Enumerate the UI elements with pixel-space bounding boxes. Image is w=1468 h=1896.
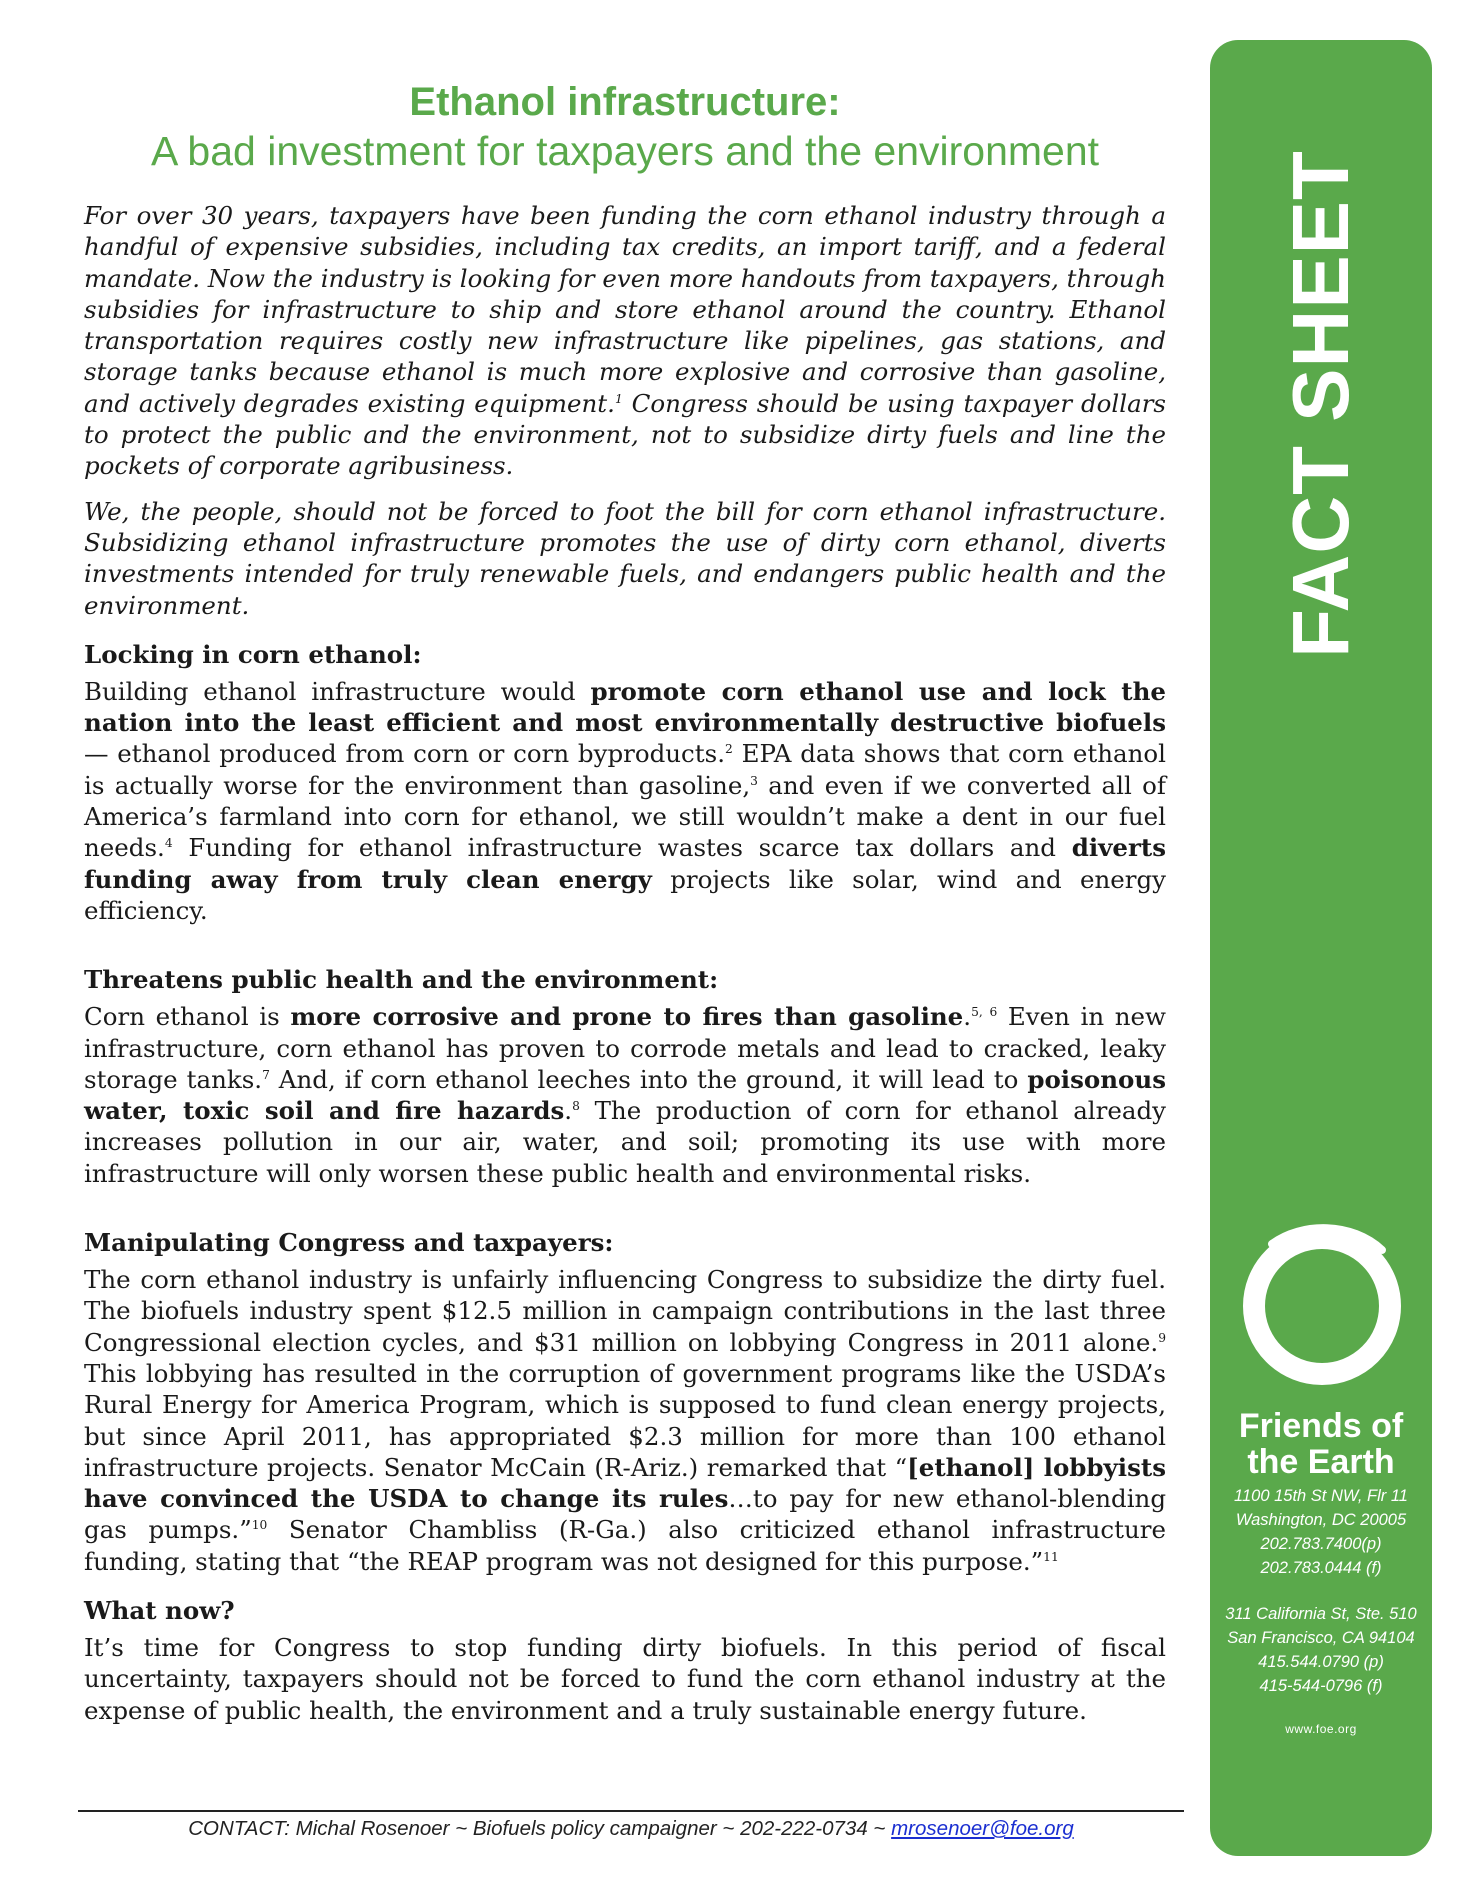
- address-city: Washington, DC 20005: [1235, 1511, 1407, 1529]
- body-text: .: [564, 1096, 573, 1126]
- body-text: …to pay for new ethanol-blending gas pumps.”: [84, 1484, 1167, 1545]
- body-bold: diverts funding away from truly clean energy: [84, 833, 1166, 894]
- section-body: It’s time for Congress to stop funding dirty biofuels. In this period of fiscal uncertainty, taxpayers should not be forced to fund the corn ethanol industry at the expense of public health, the environment and a truly sustainable energy future.: [84, 1632, 1166, 1725]
- address-street: 1100 15th St NW, Flr 11: [1234, 1487, 1408, 1505]
- section-locking: [84, 639, 1166, 926]
- title-line-2: A bad investment for taxpayers and the environment: [150, 128, 1100, 174]
- footnote-ref: 2: [724, 742, 733, 757]
- intro-text-after: Congress should be using taxpayer dollars to protect the public and the environment, not to subsidize dirty fuels and line the pockets of corporate agribusiness.: [84, 388, 1166, 481]
- address-city: San Francisco, CA 94104: [1227, 1629, 1415, 1647]
- body-bold: more corrosive and prone to fires than gasoline: [290, 1002, 964, 1032]
- friends-of-the-earth-logo-icon: [1232, 1214, 1408, 1390]
- intro-text: For over 30 years, taxpayers have been funding the corn ethanol industry through a handful of expensive subsidies, including tax credits, an import tariff, and a federal mandate. Now the industry is looking for even more handouts from taxpayers, through subsidies for infrastructure to ship and store ethanol around the country. Ethanol transportation requires costly new infrastructure like pipelines, gas stations, and storage tanks because ethanol is much more explosive and corrosive than gasoline, and actively degrades existing equipment.: [84, 201, 1166, 418]
- contact-email-link[interactable]: mrosenoer@foe.org: [891, 1817, 1074, 1840]
- body-text: And, if corn ethanol leeches into the ground, it will lead to: [269, 1064, 1028, 1094]
- body-text: .: [963, 1002, 972, 1032]
- footnote-ref: 7: [262, 1067, 270, 1082]
- sf-office-address: [1210, 1602, 1432, 1698]
- footnote-ref: 8: [572, 1098, 580, 1113]
- section-what-now: [84, 1595, 1166, 1726]
- body-text: and even if we converted all of America’s farmland into corn for ethanol, we still wouldn’t make a dent in our fuel needs.: [84, 770, 1166, 863]
- body-text: Building ethanol infrastructure would: [84, 676, 591, 706]
- footnote-ref: 1: [614, 391, 623, 406]
- section-heading: Threatens public health and the environment:: [84, 965, 719, 995]
- body-text: Corn ethanol is: [84, 1002, 291, 1032]
- intro-paragraph-1: [84, 200, 1166, 482]
- org-name: [1210, 1408, 1432, 1480]
- footnote-ref: 9: [1158, 1330, 1166, 1345]
- section-manipulating: [84, 1227, 1166, 1577]
- address-phone: 202.783.7400(p): [1260, 1535, 1382, 1553]
- section-threatens: [84, 964, 1166, 1189]
- section-heading: Manipulating Congress and taxpayers:: [84, 1228, 614, 1258]
- address-fax: 415-544-0796 (f): [1259, 1677, 1383, 1695]
- address-phone: 415.544.0790 (p): [1258, 1653, 1384, 1671]
- section-heading: Locking in corn ethanol:: [84, 639, 422, 669]
- title-line-1: Ethanol infrastructure:: [409, 80, 841, 124]
- footnote-ref: 4: [164, 836, 173, 851]
- footnote-ref: 10: [251, 1518, 268, 1533]
- body-bold: [ethanol] lobbyists have convinced the USDA to change its rules: [84, 1452, 1167, 1514]
- section-body: [84, 676, 1166, 926]
- body-text: Even in new infrastructure, corn ethanol has proven to corrode metals and lead to cracked, leaky storage tanks.: [84, 1002, 1166, 1094]
- footnote-ref: 11: [1043, 1549, 1059, 1564]
- page-title: [84, 78, 1166, 176]
- body-bold: poisonous water, toxic soil and fire hazards: [84, 1064, 1166, 1126]
- website-link[interactable]: www.foe.org: [1285, 1722, 1357, 1736]
- section-heading: What now?: [84, 1595, 235, 1625]
- body-text: — ethanol produced from corn or corn byproducts.: [84, 739, 725, 769]
- section-body: [84, 1001, 1166, 1189]
- address-street: 311 California St, Ste. 510: [1225, 1605, 1417, 1623]
- section-body: [84, 1264, 1166, 1577]
- org-name-line-1: Friends of: [1238, 1407, 1404, 1445]
- main-content: [84, 78, 1166, 1726]
- fact-sheet-sidebar: [1210, 40, 1432, 1856]
- body-bold: promote corn ethanol use and lock the nation into the least efficient and most environmentally destructive biofuels: [84, 676, 1167, 738]
- body-text: Senator Chambliss (R-Ga.) also criticized ethanol infrastructure funding, stating that “the REAP program was not designed for this purpose.”: [84, 1515, 1166, 1576]
- contact-footer: [78, 1817, 1184, 1841]
- body-text: Funding for ethanol infrastructure wastes scarce tax dollars and: [172, 833, 1072, 863]
- body-text: projects like solar, wind and energy efficiency.: [84, 864, 1166, 925]
- footnote-ref: 5, 6: [971, 1005, 998, 1020]
- dc-office-address: [1210, 1484, 1432, 1580]
- contact-text: CONTACT: Michal Rosenoer ~ Biofuels policy campaigner ~ 202-222-0734 ~: [188, 1817, 892, 1840]
- footer-divider: [78, 1810, 1184, 1812]
- org-name-line-2: the Earth: [1247, 1443, 1395, 1481]
- body-text: The corn ethanol industry is unfairly influencing Congress to subsidize the dirty fuel. The biofuels industry spent $12.5 million in campaign contributions in the last three Congressional election cycles, and $31 million on lobbying Congress in 2011 alone.: [84, 1265, 1166, 1357]
- footnote-ref: 3: [750, 773, 758, 788]
- fact-sheet-label: FACT SHEET: [1276, 150, 1365, 658]
- body-text: EPA data shows that corn ethanol is actually worse for the environment than gasoline,: [84, 739, 1166, 800]
- intro-paragraph-2: We, the people, should not be forced to foot the bill for corn ethanol infrastructure. Subsidizing ethanol infrastructure promotes the use of dirty corn ethanol, diverts investments intended for truly renewable fuels, and endangers public health and the environment.: [84, 496, 1166, 620]
- address-fax: 202.783.0444 (f): [1260, 1559, 1382, 1577]
- body-text: The production of corn for ethanol already increases pollution in our air, water, and soil; promoting its use with more infrastructure will only worsen these public health and environmental risks.: [84, 1096, 1166, 1188]
- body-text: This lobbying has resulted in the corruption of government programs like the USDA’s Rural Energy for America Program, which is supposed to fund clean energy projects, but since April 2011, has appropriated $2.3 million for more than 100 ethanol infrastructure projects. Senator McCain (R-Ariz.) remarked that “: [84, 1358, 1166, 1482]
